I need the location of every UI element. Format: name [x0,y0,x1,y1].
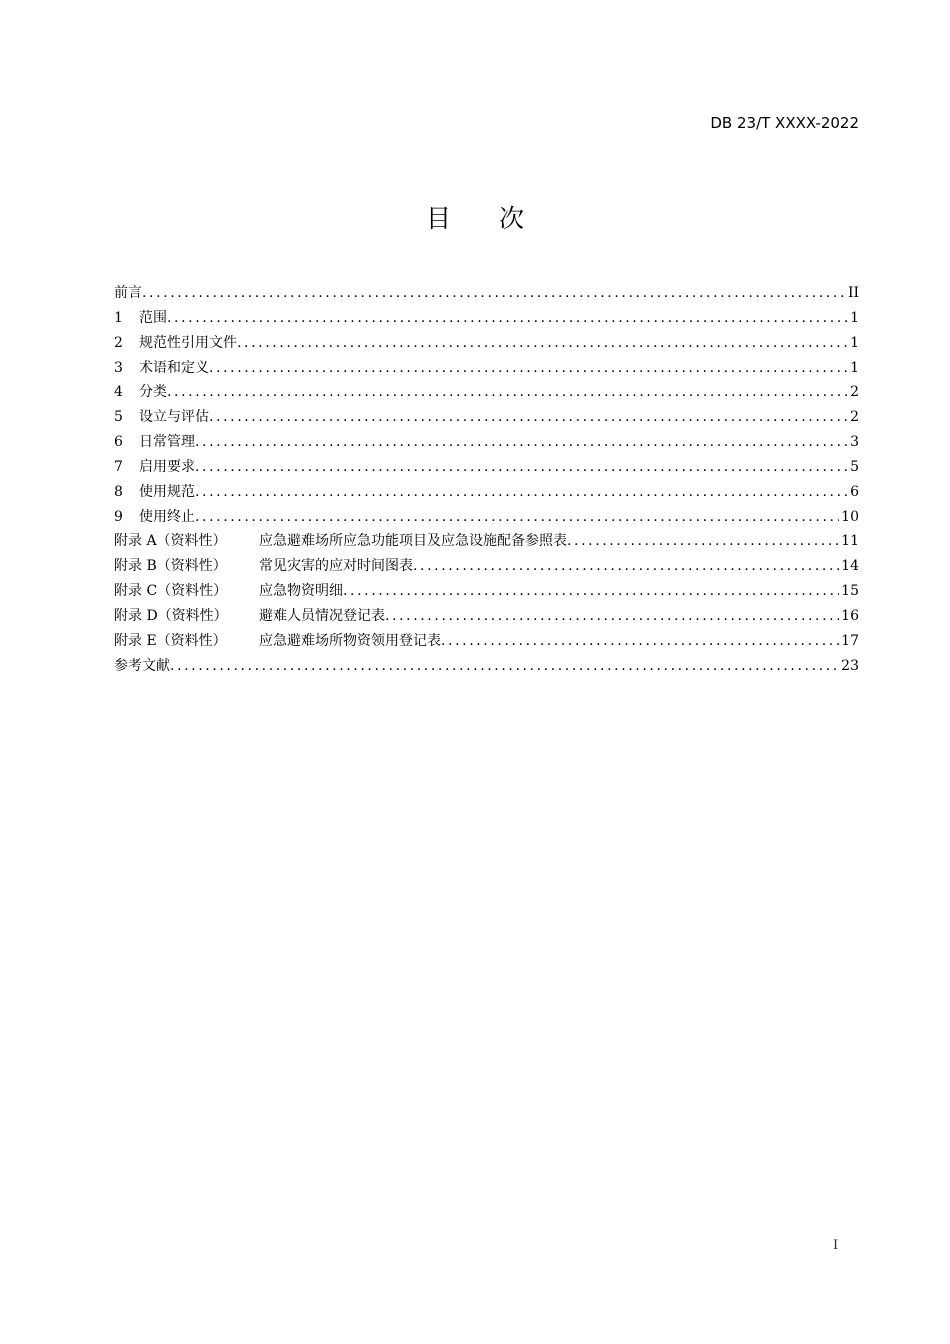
toc-dot-leader [413,554,839,578]
toc-entry-number: 2 [114,334,123,351]
toc-dot-leader [195,455,848,479]
toc-entry-page: 2 [850,384,859,401]
toc-entry[interactable] [114,505,859,530]
toc-dot-leader [195,505,839,529]
toc-entry-number: 7 [114,458,123,475]
toc-entry[interactable] [114,529,859,554]
toc-entry[interactable] [114,480,859,505]
toc-entry-page: 3 [850,434,859,451]
toc-entry-page: II [847,285,859,301]
toc-entry-title: 规范性引用文件 [139,334,237,351]
toc-entry-page: 2 [850,409,859,426]
toc-entry[interactable] [114,554,859,579]
toc-entry-page: 1 [850,359,859,376]
page-number: I [833,1238,839,1253]
toc-dot-leader [142,281,846,305]
toc-entry-page: 6 [850,483,859,500]
toc-entry-number: 5 [114,409,123,426]
toc-entry[interactable] [114,455,859,480]
toc-entry-title: 常见灾害的应对时间图表 [259,558,413,575]
toc-entry-appendix-label: 附录 A（资料性） [114,533,227,550]
toc-entry[interactable] [114,430,859,455]
toc-entry[interactable] [114,306,859,331]
toc-entry-title: 避难人员情况登记表 [259,607,385,624]
toc-entry-page: 1 [850,334,859,351]
toc-entry-page: 5 [850,458,859,475]
toc-entry-number: 4 [114,384,123,401]
toc-entry[interactable] [114,654,859,679]
toc-entry-page: 23 [841,657,859,674]
toc-entry-title: 应急避难场所应急功能项目及应急设施配备参照表 [259,533,567,550]
toc-entry-appendix-label: 附录 B（资料性） [114,558,227,575]
toc-entry-title: 前言 [114,285,142,301]
toc-dot-leader [167,306,848,330]
toc-entry-number: 8 [114,483,123,500]
toc-entry[interactable] [114,281,859,306]
toc-dot-leader [195,430,848,454]
toc-entry[interactable] [114,356,859,381]
toc-dot-leader [209,356,848,380]
toc-entry-number: 1 [114,309,123,326]
toc-entry[interactable] [114,629,859,654]
toc-entry-title: 范围 [139,309,167,326]
toc-dot-leader [195,480,848,504]
toc-entry-title: 设立与评估 [139,409,209,426]
toc-entry-appendix-label: 附录 E（资料性） [114,632,227,649]
toc-entry-page: 15 [841,583,859,600]
toc-entry-appendix-label: 附录 C（资料性） [114,583,228,600]
toc-entry-page: 14 [841,558,859,575]
toc-entry-page: 17 [841,632,859,649]
document-code: DB 23/T XXXX-2022 [710,114,859,132]
toc-entry-number: 3 [114,359,123,376]
toc-entry[interactable] [114,579,859,604]
toc-dot-leader [167,380,848,404]
toc-entry-title: 术语和定义 [139,359,209,376]
toc-dot-leader [170,654,839,678]
table-of-contents [114,281,859,679]
toc-entry-page: 1 [850,309,859,326]
toc-entry-appendix-label: 附录 D（资料性） [114,607,228,624]
toc-entry-title: 使用终止 [139,508,195,525]
toc-entry-title: 应急避难场所物资领用登记表 [259,632,441,649]
toc-entry-title: 使用规范 [139,483,195,500]
toc-entry-page: 11 [841,533,859,550]
toc-entry[interactable] [114,380,859,405]
toc-entry-title: 日常管理 [139,434,195,451]
toc-dot-leader [237,331,848,355]
toc-title: 目 次 [426,204,544,233]
toc-entry-page: 10 [841,508,859,525]
toc-dot-leader [441,629,839,653]
toc-entry-title: 应急物资明细 [259,583,343,600]
toc-entry-title: 启用要求 [139,458,195,475]
toc-entry[interactable] [114,604,859,629]
toc-dot-leader [567,529,839,553]
toc-entry-number: 6 [114,434,123,451]
toc-entry-title: 分类 [139,384,167,401]
toc-dot-leader [385,604,839,628]
toc-entry-title: 参考文献 [114,657,170,674]
toc-entry[interactable] [114,331,859,356]
toc-dot-leader [343,579,839,603]
toc-entry-number: 9 [114,508,123,525]
toc-dot-leader [209,405,848,429]
toc-entry[interactable] [114,405,859,430]
toc-entry-page: 16 [841,607,859,624]
